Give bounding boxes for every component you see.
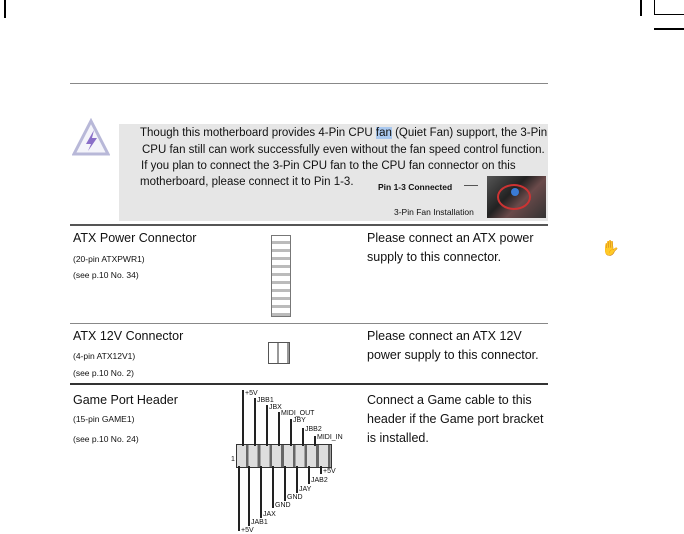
pin1-label: 1 [231, 456, 235, 463]
game-port-diagram [230, 388, 350, 534]
pin-label: GND [287, 494, 303, 501]
section-desc: Please connect an ATX power supply to this connector. [367, 231, 534, 264]
section-subtitle: (20-pin ATXPWR1) [73, 254, 145, 264]
note-line: CPU fan still can work successfully even without the fan speed control function. [142, 144, 545, 156]
atx-power-connector-diagram [271, 235, 291, 317]
pin-label: GND [275, 502, 291, 509]
note-box [119, 124, 548, 221]
page-corner-mark [640, 0, 642, 16]
section-title: Game Port Header [73, 393, 178, 407]
divider [70, 383, 548, 385]
section-desc: Please connect an ATX 12V power supply to this connector. [367, 329, 539, 362]
pin-label: JAB1 [251, 519, 268, 526]
page-corner-mark [654, 0, 655, 14]
pin-label: Pin 1-3 Connected [378, 182, 453, 192]
page-corner-mark [654, 14, 684, 15]
divider [70, 224, 548, 226]
section-ref: (see p.10 No. 2) [73, 368, 134, 378]
note-line: If you plan to connect the 3-Pin CPU fan to the CPU fan connector on this [141, 160, 516, 172]
section-title: ATX 12V Connector [73, 329, 184, 343]
warning-icon [72, 118, 110, 163]
note-line: motherboard, please connect it to Pin 1-3. [140, 176, 354, 188]
pin-label: JBY [293, 417, 306, 424]
fan-photo [487, 176, 546, 218]
note-line: Though this motherboard provides 4-Pin CPU fan (Quiet Fan) support, the 3-Pin [140, 127, 548, 139]
divider [70, 83, 548, 84]
page-corner-mark [654, 28, 684, 30]
pin-label: JBB2 [305, 426, 322, 433]
section-title: ATX Power Connector [73, 231, 197, 245]
arrow-icon [464, 185, 478, 186]
section-ref: (see p.10 No. 24) [73, 434, 139, 444]
fan-caption: 3-Pin Fan Installation [394, 207, 474, 217]
pin-header [236, 444, 332, 468]
pin-label: +5V [323, 468, 336, 475]
pin-label: JBB1 [257, 397, 274, 404]
pin-label: JAB2 [311, 477, 328, 484]
section-ref: (see p.10 No. 34) [73, 270, 139, 280]
pin-label: +5V [241, 527, 254, 534]
section-subtitle: (4-pin ATX12V1) [73, 351, 136, 361]
pin-label: JBX [269, 404, 282, 411]
divider [70, 323, 548, 324]
pin-label: JAY [299, 486, 312, 493]
page-corner-mark [4, 0, 6, 18]
pin-label: MIDI_IN [317, 434, 343, 441]
pin-label: +5V [245, 390, 258, 397]
pin-label: MIDI_OUT [281, 410, 315, 417]
section-subtitle: (15-pin GAME1) [73, 414, 135, 424]
section-desc: Connect a Game cable to this header if the Game port bracket is installed. [367, 393, 544, 445]
atx12v-connector-diagram [268, 342, 290, 364]
pin-label: JAX [263, 511, 276, 518]
hand-cursor-icon: ✋ [601, 240, 620, 257]
